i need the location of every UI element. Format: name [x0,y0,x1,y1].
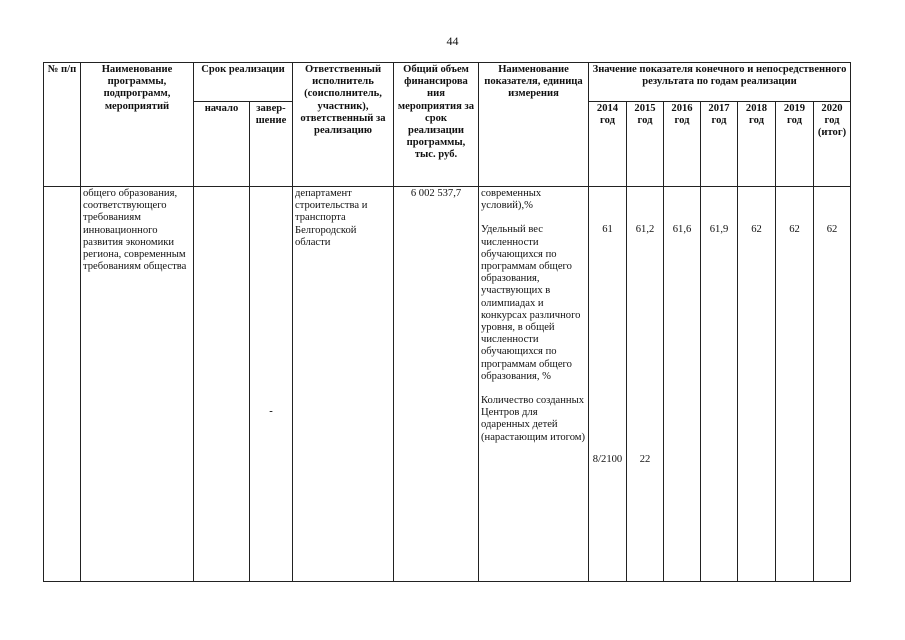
cell-executor: департамент строительства и транспорта Белгородской области [293,187,394,582]
indicator-participation-share: Удельный вес численности обучающихся по программам общего образования, участвующих в олимпиадах и конкурсах различного уровня, в общей численности обучающихся по программам общего образования, % [481,224,581,382]
header-indicator: Наименование показателя, единица измерения [479,63,589,187]
header-year: 2017 год [701,102,738,187]
header-year: 2014 год [589,102,627,187]
value-2020: 62 [826,224,838,235]
header-name: Наименование программы, подпрограмм, мероприятий [81,63,194,187]
value-2018: 62 [751,224,762,235]
cell-funding: 6 002 537,7 [394,187,479,582]
header-year: 2018 год [738,102,776,187]
value-2017: 61,9 [709,224,729,235]
header-period-end: завер-шение [250,102,293,187]
header-num: № п/п [44,63,81,187]
value-2014: 61 [602,224,613,235]
header-year: 2016 год [664,102,701,187]
value-2014: 8/2100 [592,454,623,466]
header-year: 2020 год (итог) [814,102,851,187]
cell-start [194,187,250,582]
cell-year-value [589,187,627,582]
program-table [43,62,851,582]
cell-year-value [814,187,851,582]
page-number: 44 [446,34,459,48]
indicator-continued: современных условий),% [481,188,542,212]
cell-year-value [701,187,738,582]
header-period-start: начало [194,102,250,187]
cell-year-value [738,187,776,582]
cell-indicator [479,187,589,582]
cell-year-value [776,187,814,582]
end-dash: - [269,406,273,417]
header-funding: Общий объем финансирова ния мероприятия за срок реализации программы, тыс. руб. [394,63,479,187]
cell-year-value [627,187,664,582]
value-2019: 62 [789,224,800,235]
cell-num [44,187,81,582]
header-row-1 [44,63,851,102]
header-values-group: Значение показателя конечного и непосредственного результата по годам реализации [589,63,851,102]
header-year: 2019 год [776,102,814,187]
table-row [44,187,851,582]
cell-year-value [664,187,701,582]
value-2015: 22 [639,454,651,466]
cell-name: общего образования, соответствующего требованиям инновационного развития экономики региона, современным требованиям общества [81,187,194,582]
cell-end [250,187,293,582]
header-period: Срок реализации [194,63,293,102]
header-year: 2015 год [627,102,664,187]
value-2015: 61,2 [635,224,655,235]
value-2016: 61,6 [672,224,692,235]
header-executor: Ответственный исполнитель (соисполнитель, участник), ответственный за реализацию [293,63,394,187]
indicator-gifted-centers: Количество созданных Центров для одаренных детей (нарастающим итогом) [481,395,586,443]
